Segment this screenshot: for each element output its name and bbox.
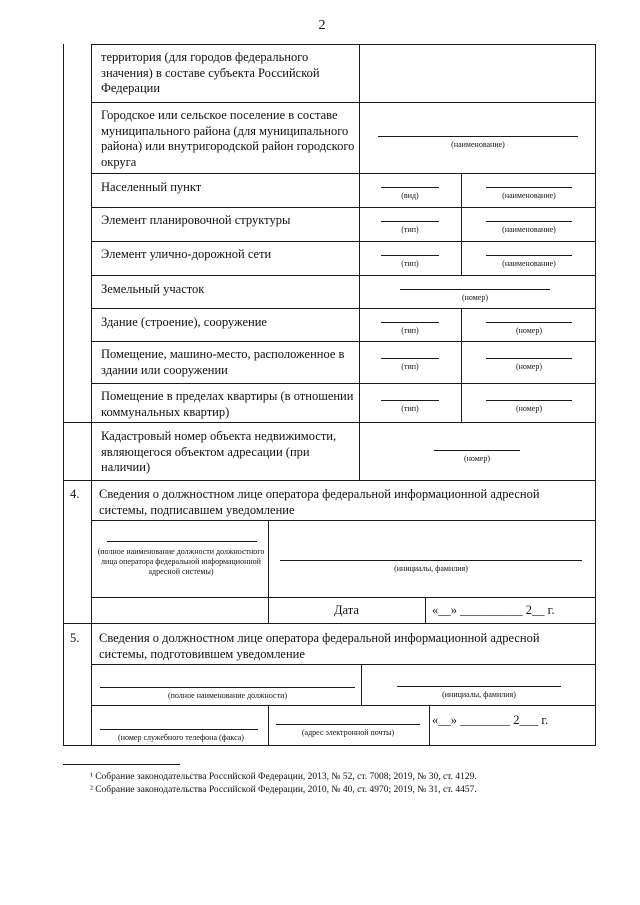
building-number-line — [486, 322, 572, 323]
section5-number: 5. — [70, 631, 80, 645]
building-type-line — [381, 322, 439, 323]
row-building-label: Здание (строение), сооружение — [101, 315, 267, 329]
premises-number-line — [486, 358, 572, 359]
section4-name-line — [280, 560, 582, 561]
row-street-label: Элемент улично-дорожной сети — [101, 247, 272, 261]
row-premises-label: Помещение, машино-место, расположенное в здании или сооружении — [101, 347, 345, 377]
row-territory-label: территория (для городов федерального значения) в составе субъекта Российской Федерации — [101, 50, 320, 95]
street-type-line — [381, 255, 439, 256]
land-number-caption: (номер) — [461, 293, 489, 302]
street-type-caption: (тип) — [401, 259, 419, 268]
locality-type-line — [381, 187, 439, 188]
sub-divider-upper — [461, 173, 462, 275]
building-type-caption: (тип) — [401, 326, 419, 335]
room-type-caption: (тип) — [401, 404, 419, 413]
locality-name-caption: (наименование) — [502, 191, 556, 200]
section4-name-caption: (инициалы, фамилия) — [394, 564, 468, 573]
section4-date-label: Дата — [334, 603, 359, 617]
locality-name-line — [486, 187, 572, 188]
table-top-border — [91, 44, 596, 45]
row-line — [91, 308, 596, 309]
row-line — [91, 383, 596, 384]
footnote-separator — [63, 764, 180, 765]
row-line — [91, 102, 596, 103]
premises-type-line — [381, 358, 439, 359]
page-number: 2 — [318, 18, 326, 33]
row-line — [91, 241, 596, 242]
section5-title: Сведения о должностном лице оператора федеральной информационной адресной системы, подготовившем уведомление — [99, 631, 540, 661]
number-column-divider — [91, 44, 92, 746]
planning-type-caption: (тип) — [401, 225, 419, 234]
section5-email-caption: (адрес электронной почты) — [301, 728, 395, 737]
footnote-2: ² Собрание законодательства Российской Федерации, 2010, № 40, ст. 4970; 2019, № 31, ст. 4457. — [90, 785, 477, 795]
premises-number-caption: (номер) — [515, 362, 543, 371]
section5-name-line — [397, 686, 561, 687]
section4-date-value: «__» __________ 2__ г. — [432, 603, 555, 617]
section5-position-line — [100, 687, 355, 688]
row-line — [91, 173, 596, 174]
cadastral-number-caption: (номер) — [463, 454, 491, 463]
street-name-line — [486, 255, 572, 256]
row-room-label: Помещение в пределах квартиры (в отношении коммунальных квартир) — [101, 389, 354, 419]
land-number-line — [400, 289, 550, 290]
row-line — [91, 664, 596, 665]
footnote-1: ¹ Собрание законодательства Российской Федерации, 2013, № 52, ст. 7008; 2019, № 30, ст. 4129. — [90, 772, 477, 782]
row-line — [91, 597, 596, 598]
section4-top-line — [63, 480, 596, 481]
table-border-left — [63, 44, 64, 746]
table-bottom-border — [63, 745, 596, 746]
row-line — [91, 207, 596, 208]
row-land-label: Земельный участок — [101, 282, 205, 296]
section5-date-value: «__» ________ 2___ г. — [432, 713, 549, 727]
section5-column-divider — [429, 705, 430, 746]
section5-position-caption: (полное наименование должности) — [167, 691, 288, 700]
row-line — [63, 422, 596, 423]
row-planning-label: Элемент планировочной структуры — [101, 213, 291, 227]
building-number-caption: (номер) — [515, 326, 543, 335]
section4-title: Сведения о должностном лице оператора федеральной информационной адресной системы, подписавшем уведомление — [99, 487, 540, 517]
section4-number: 4. — [70, 487, 80, 501]
row-cadastral-label: Кадастровый номер объекта недвижимости, являющегося объектом адресации (при наличии) — [101, 429, 337, 474]
date-column-divider — [425, 597, 426, 623]
section5-phone-line — [100, 729, 258, 730]
section5-top-line — [63, 623, 596, 624]
row-settlement-label: Городское или сельское поселение в составе муниципального района (для муниципального района) или внутригородской район городского округа — [101, 108, 355, 169]
section5-column-divider — [268, 705, 269, 746]
row-line — [91, 520, 596, 521]
row-line — [91, 705, 596, 706]
premises-type-caption: (тип) — [401, 362, 419, 371]
section5-email-line — [276, 724, 420, 725]
field-column-divider — [359, 44, 360, 480]
sub-divider-lower — [461, 308, 462, 422]
planning-name-caption: (наименование) — [502, 225, 556, 234]
street-name-caption: (наименование) — [502, 259, 556, 268]
table-border-right — [595, 44, 596, 746]
section4-position-caption: (полное наименование должности должностного лица оператора федеральной информационной адресной системы) — [97, 547, 265, 576]
section5-phone-caption: (номер служебного телефона (факса) — [118, 733, 244, 742]
room-number-caption: (номер) — [515, 404, 543, 413]
settlement-field-line — [378, 136, 578, 137]
room-type-line — [381, 400, 439, 401]
row-line — [91, 341, 596, 342]
planning-name-line — [486, 221, 572, 222]
planning-type-line — [381, 221, 439, 222]
row-locality-label: Населенный пункт — [101, 180, 202, 194]
row-line — [91, 275, 596, 276]
room-number-line — [486, 400, 572, 401]
section5-name-caption: (инициалы, фамилия) — [442, 690, 516, 699]
section5-column-divider — [361, 664, 362, 705]
settlement-caption: (наименование) — [451, 140, 505, 149]
cadastral-number-line — [434, 450, 520, 451]
locality-type-caption: (вид) — [401, 191, 419, 200]
section4-position-line — [107, 541, 257, 542]
